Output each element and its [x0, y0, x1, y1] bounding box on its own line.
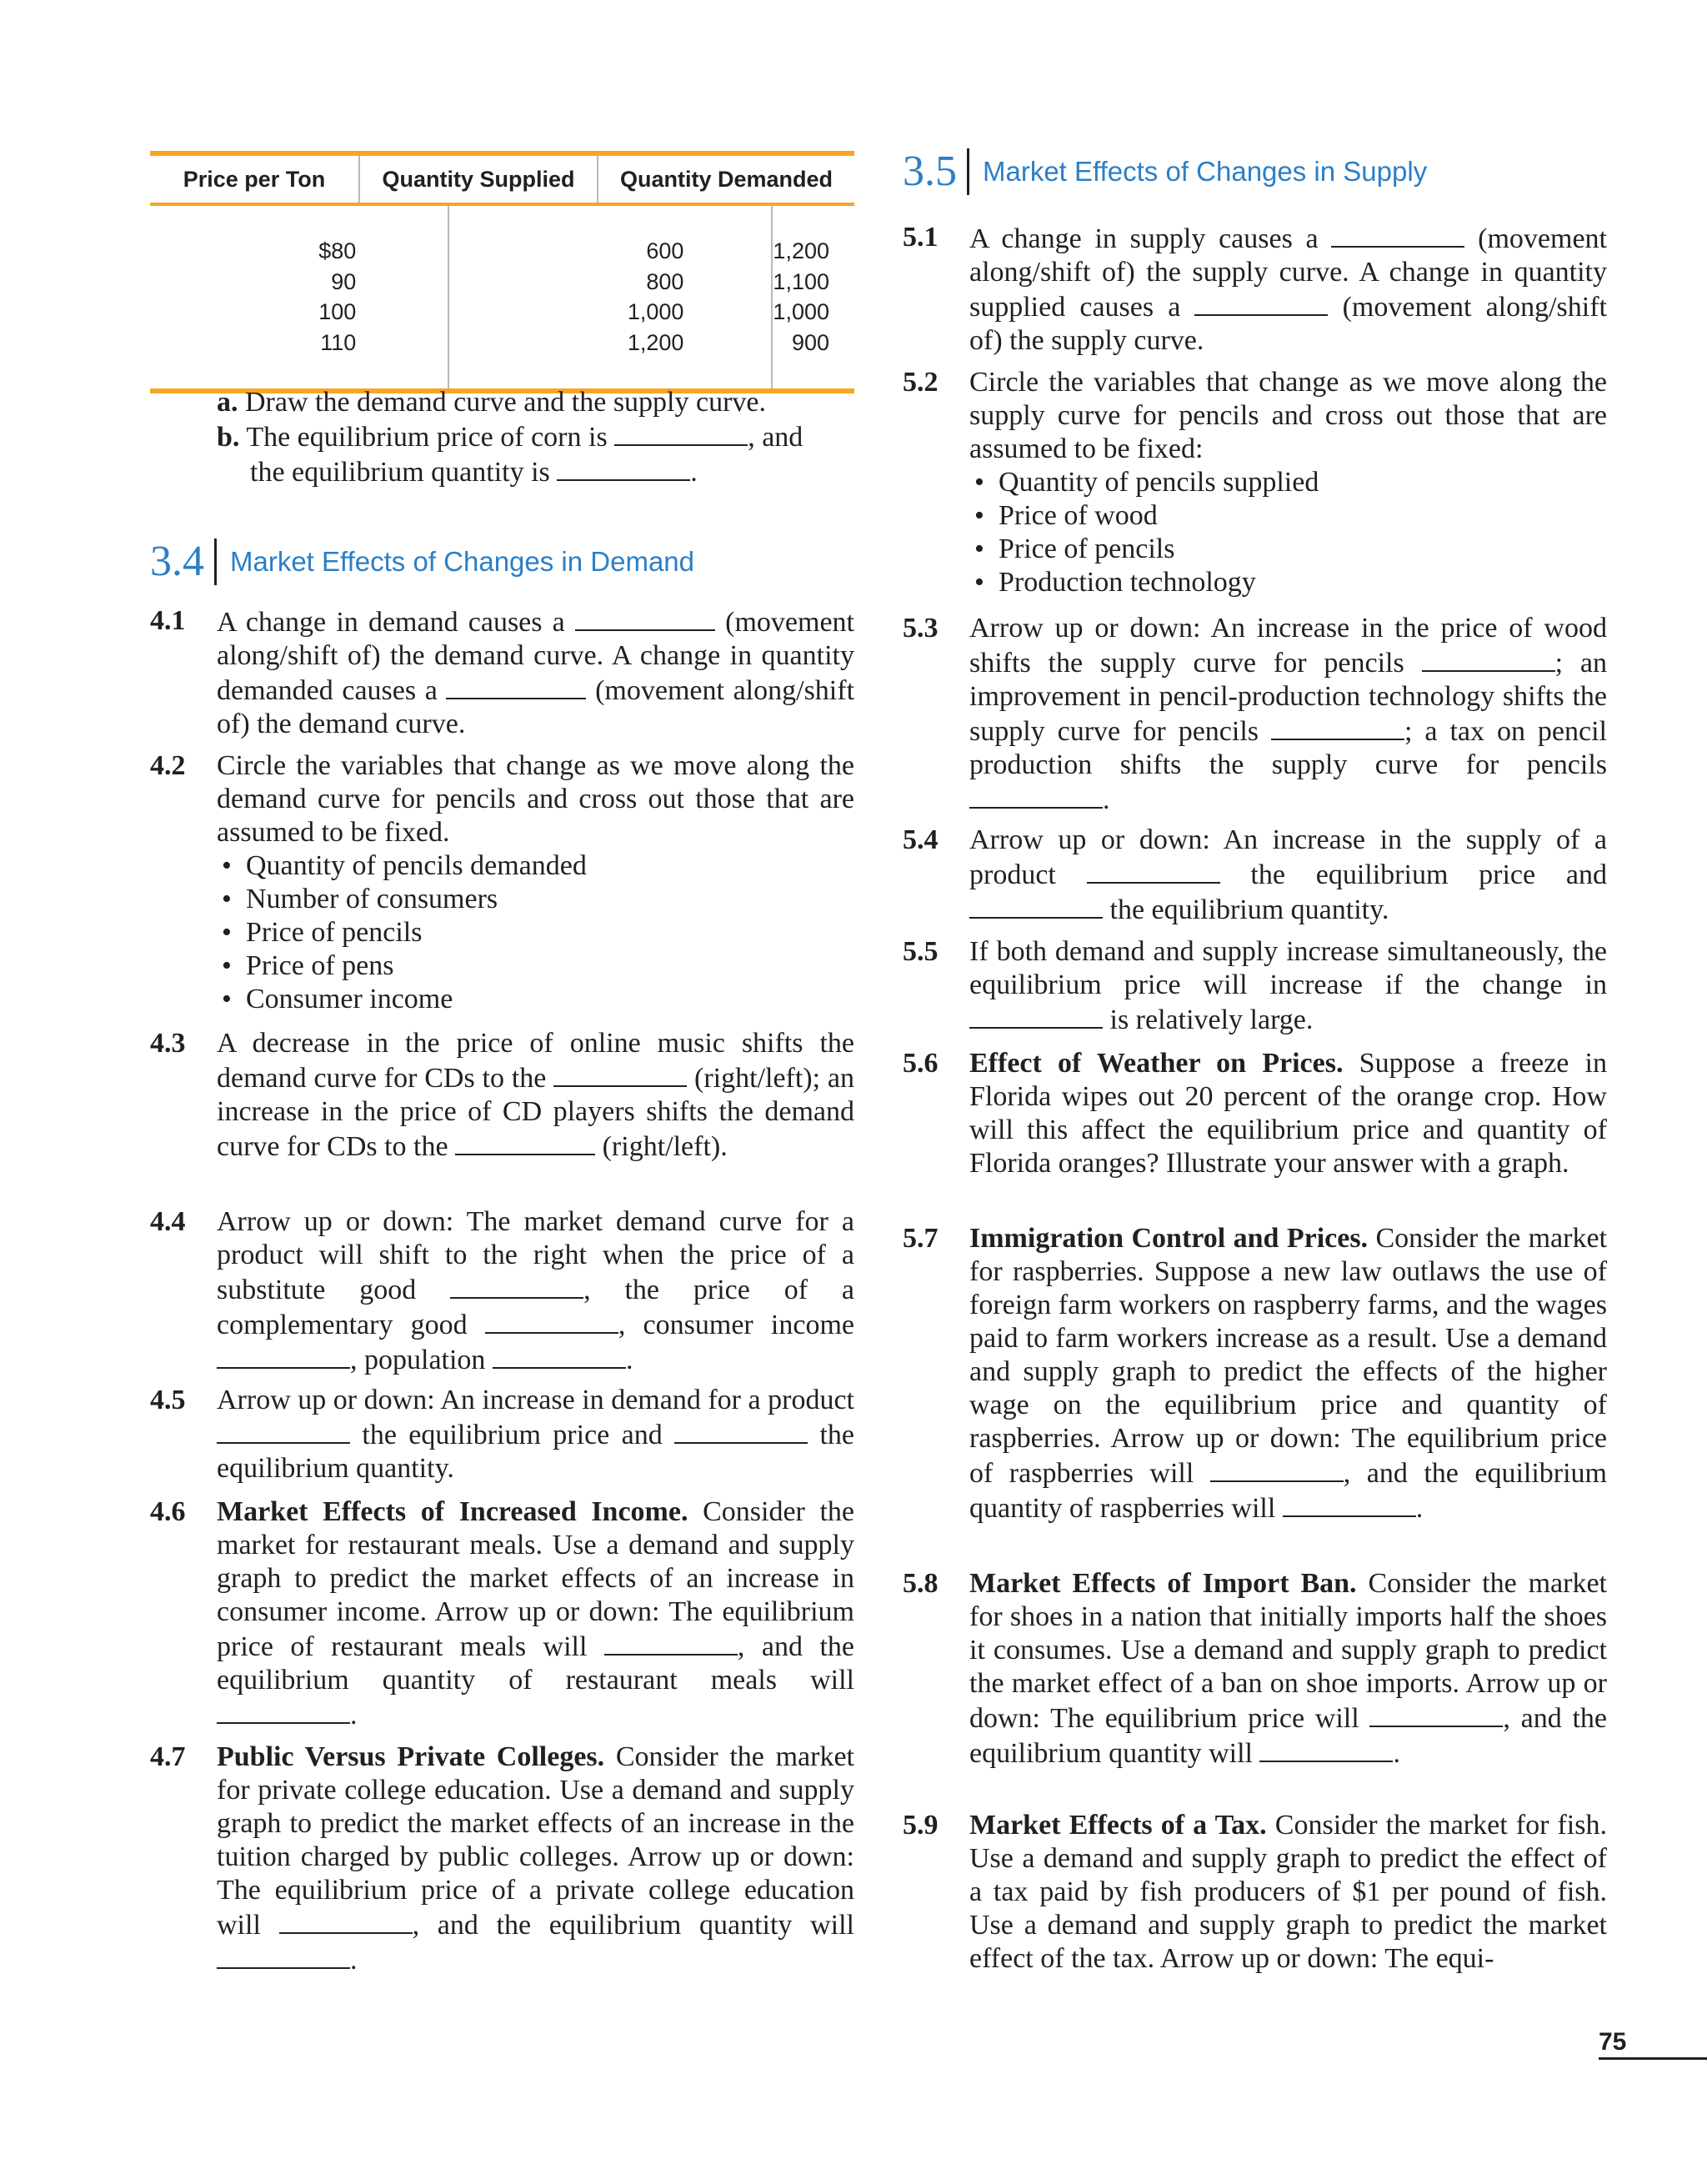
- table-row: 100 1,000 1,000: [150, 298, 854, 328]
- answer-blank[interactable]: [217, 1942, 350, 1969]
- answer-blank[interactable]: [553, 1060, 687, 1087]
- answer-blank[interactable]: [969, 1002, 1103, 1029]
- part-b: b. The equilibrium price of corn is , and: [217, 419, 854, 454]
- answer-blank[interactable]: [1194, 289, 1328, 316]
- list-item: • Production technology: [969, 566, 1607, 599]
- list-item: • Consumer income: [217, 983, 854, 1016]
- list-item: • Number of consumers: [217, 883, 854, 916]
- answer-blank[interactable]: [1422, 645, 1555, 672]
- answer-blank[interactable]: [1369, 1701, 1503, 1727]
- answer-blank[interactable]: [614, 419, 748, 446]
- answer-blank[interactable]: [1271, 714, 1404, 740]
- table-row: $80 600 1,200: [150, 237, 854, 268]
- table-row: 90 800 1,100: [150, 267, 854, 298]
- part-a: a. Draw the demand curve and the supply curve.: [217, 387, 766, 418]
- answer-blank[interactable]: [1259, 1736, 1393, 1762]
- variable-list: [217, 849, 854, 1016]
- section-3-5-heading: 3.5 Market Effects of Changes in Supply: [903, 148, 1428, 195]
- list-item: • Price of pencils: [969, 533, 1607, 566]
- header-qty-supplied: Quantity Supplied: [359, 156, 598, 203]
- answer-blank[interactable]: [969, 782, 1103, 809]
- answer-blank[interactable]: [1210, 1455, 1344, 1482]
- list-item: • Quantity of pencils supplied: [969, 466, 1607, 499]
- list-item: • Price of pens: [217, 949, 854, 983]
- list-item: • Price of wood: [969, 499, 1607, 533]
- answer-blank[interactable]: [604, 1629, 738, 1656]
- price-table-body: [150, 206, 854, 388]
- answer-blank[interactable]: [279, 1907, 413, 1934]
- answer-blank[interactable]: [217, 1342, 350, 1369]
- answer-blank[interactable]: [1283, 1490, 1416, 1517]
- list-item: • Quantity of pencils demanded: [217, 849, 854, 883]
- question-4-1: 4.1 A change in demand causes a (movement along/shift of) the demand curve. A change in quantity demanded causes a (movement along/shift of) the demand curve.: [150, 605, 855, 739]
- answer-blank[interactable]: [217, 1417, 350, 1444]
- answer-blank[interactable]: [455, 1129, 595, 1155]
- page-number-rule: [1599, 2057, 1707, 2060]
- page-number: 75: [1599, 2028, 1627, 2056]
- answer-blank[interactable]: [217, 1697, 350, 1724]
- answer-blank[interactable]: [969, 892, 1103, 919]
- answer-blank[interactable]: [1087, 857, 1220, 884]
- supply-demand-table: [150, 151, 854, 393]
- answer-blank[interactable]: [674, 1417, 808, 1444]
- answer-blank[interactable]: [493, 1342, 626, 1369]
- answer-blank[interactable]: [450, 1272, 583, 1299]
- table-row: 110 1,200 900: [150, 328, 854, 358]
- section-3-4-heading: 3.4 Market Effects of Changes in Demand: [150, 538, 695, 585]
- list-item: • Price of pencils: [217, 916, 854, 949]
- answer-blank[interactable]: [485, 1307, 618, 1334]
- answer-blank[interactable]: [575, 604, 715, 631]
- answer-blank[interactable]: [446, 673, 586, 699]
- price-table: [150, 156, 854, 203]
- header-qty-demanded: Quantity Demanded: [598, 156, 854, 203]
- parts-ab: a. Draw the demand curve and the supply curve. b. The equilibrium price of corn is , and the equilibrium quantity is .: [217, 386, 854, 489]
- answer-blank[interactable]: [1331, 221, 1464, 248]
- answer-blank[interactable]: [557, 454, 690, 481]
- header-price: Price per Ton: [183, 166, 326, 192]
- variable-list: [969, 466, 1607, 599]
